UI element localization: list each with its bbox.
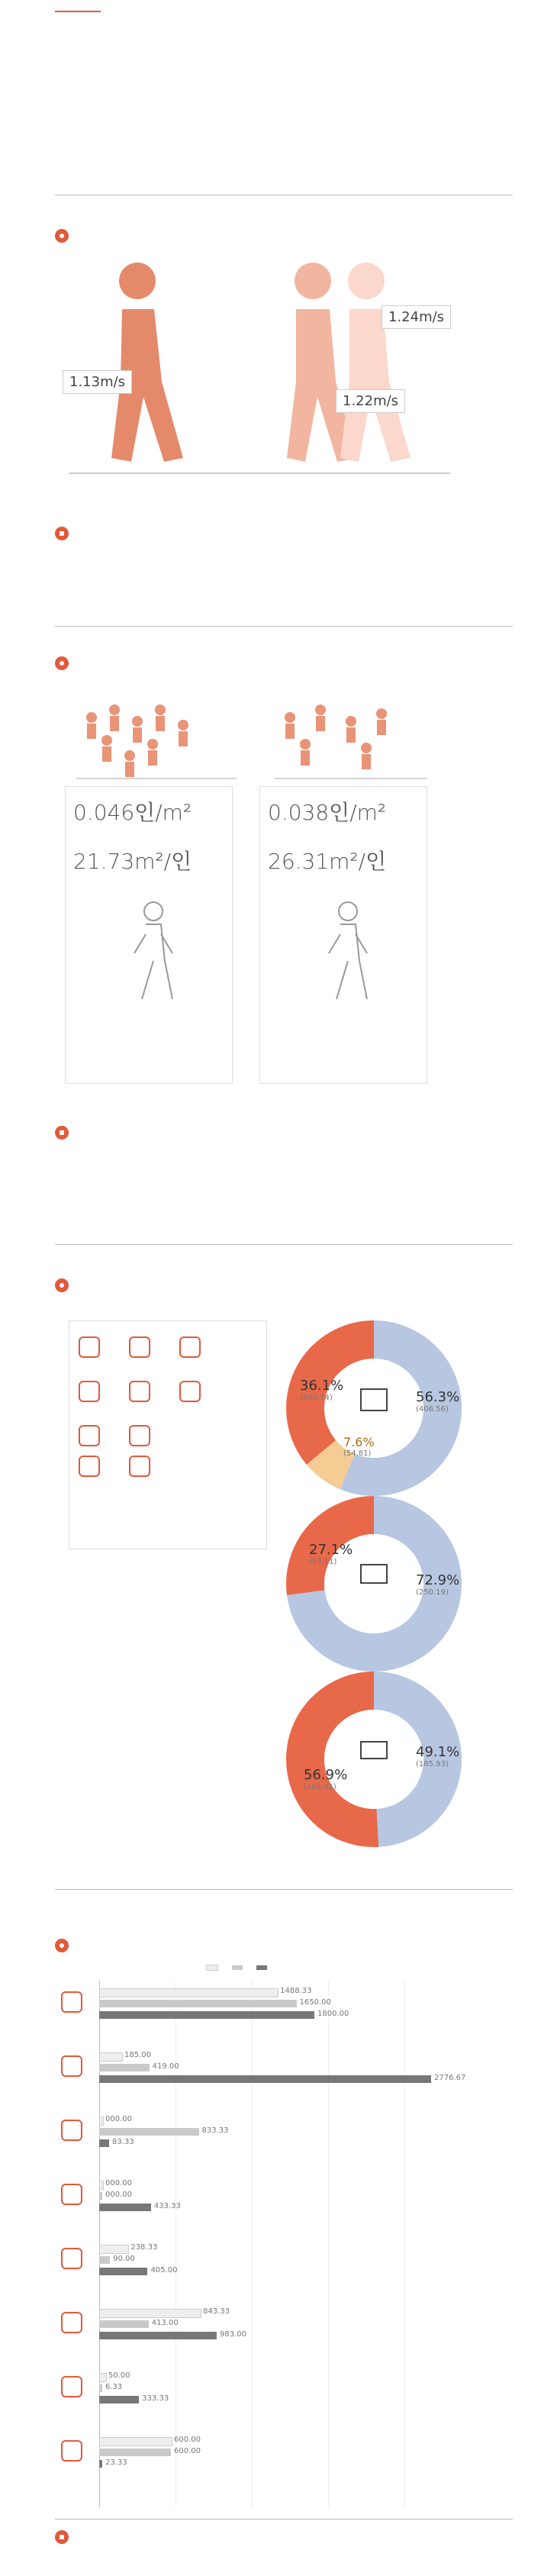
density-card-midsmall: 0.038인/m² 26.31m²/인 [259, 786, 427, 1084]
duration-bar [99, 2268, 147, 2275]
question-duration [55, 1939, 76, 1952]
answer-density [55, 1126, 76, 1140]
grid-line [328, 1981, 329, 2507]
density-card-large: 0.046인/m² 21.73m²/인 [65, 786, 233, 1084]
duration-bar [99, 2204, 151, 2211]
walker-large-icon [111, 263, 183, 462]
duration-bar [99, 2256, 110, 2264]
duration-value: 000.00 [105, 2191, 132, 2199]
duration-value: 000.00 [105, 2179, 132, 2188]
answer-icon [55, 1126, 69, 1140]
music-icon [79, 1381, 100, 1402]
category-icon [61, 1991, 82, 2013]
crowd-illustration [61, 695, 458, 786]
duration-value: 983.00 [220, 2330, 246, 2339]
donut-large-b: 56.3% (406.56) [416, 1389, 460, 1414]
divider [55, 1889, 513, 1890]
duration-value: 843.33 [203, 2307, 230, 2316]
grid-line [175, 1981, 176, 2507]
walker-outline-icon [260, 877, 428, 1030]
duration-value: 6.33 [105, 2383, 123, 2391]
coffee-icon [129, 1381, 150, 1402]
duration-bar [99, 2000, 297, 2007]
category-icon [61, 2184, 82, 2205]
answer-icon [55, 527, 69, 540]
shopping-bag-icon [179, 1336, 201, 1358]
duration-value: 1650.00 [299, 1998, 331, 2007]
duration-bar [99, 1988, 278, 1997]
duration-bar [99, 2117, 104, 2126]
duration-value: 405.00 [150, 2266, 178, 2275]
duration-bar [99, 2075, 431, 2083]
question-icon [55, 229, 69, 243]
duration-value: 83.33 [112, 2138, 134, 2146]
duration-bar [99, 2011, 314, 2019]
donut-mid-b: 72.9% (250.19) [416, 1572, 460, 1597]
question-icon [55, 1939, 69, 1952]
answer-icon [55, 2530, 69, 2544]
duration-bar [99, 2449, 171, 2456]
duration-bar [99, 2309, 201, 2318]
duration-value: 600.00 [174, 2447, 201, 2455]
legend-item [206, 1964, 218, 1972]
duration-legend [206, 1964, 267, 1972]
grid-line [252, 1981, 253, 2507]
answer-speed [55, 527, 76, 540]
speed-small-card: 1.24m/s [382, 305, 451, 329]
legend-item [232, 1964, 243, 1972]
duration-value: 2776.67 [434, 2074, 466, 2082]
speed-large-card: 1.13m/s [63, 370, 132, 394]
duration-value: 185.00 [124, 2051, 151, 2059]
duration-bar [99, 2064, 150, 2071]
walker-outline-icon [66, 877, 233, 1030]
duration-value: 433.33 [153, 2202, 181, 2210]
speed-mid-card: 1.22m/s [336, 389, 405, 413]
duration-bar [99, 2052, 123, 2062]
donut-mid-a: 27.1% (93.11) [309, 1542, 353, 1566]
category-icon [61, 2376, 82, 2397]
question-icon [55, 1278, 69, 1292]
shoe-icon [79, 1336, 100, 1358]
duration-bar [99, 2320, 149, 2328]
people-icon [79, 1425, 100, 1446]
section-tag [55, 11, 101, 12]
duration-bar [99, 2128, 199, 2136]
duration-value: 833.33 [201, 2126, 229, 2135]
sports-icon [179, 1381, 201, 1402]
category-icon [61, 2248, 82, 2269]
answer-duration [55, 2530, 76, 2544]
duration-bar [99, 2384, 102, 2392]
duration-value: 90.00 [113, 2255, 135, 2263]
grid-line [404, 1981, 405, 2507]
duration-bar [99, 2181, 104, 2190]
duration-bar [99, 2245, 129, 2254]
duration-value: 50.00 [108, 2371, 130, 2380]
category-icon [61, 2440, 82, 2462]
baton-icon [79, 1456, 100, 1477]
duration-value: 1800.00 [317, 2010, 349, 2018]
donut-small-a: 56.9% (192.41) [304, 1767, 348, 1791]
duration-bar [99, 2396, 139, 2404]
duration-value: 419.00 [152, 2062, 179, 2071]
purpose-category-panel [69, 1320, 267, 1549]
duration-value: 600.00 [174, 2436, 201, 2444]
category-icon [61, 2120, 82, 2141]
divider [55, 1244, 513, 1245]
walker-small-icon [340, 263, 411, 462]
chat-icon [129, 1425, 150, 1446]
duration-value: 333.33 [142, 2394, 169, 2403]
duration-value: 238.33 [130, 2243, 158, 2252]
donut-large-c: 7.6% (54.81) [343, 1435, 375, 1458]
duration-bar [99, 2139, 109, 2147]
question-speed [55, 229, 76, 243]
divider [55, 2519, 513, 2520]
question-icon [55, 656, 69, 670]
duration-bar [99, 2437, 172, 2446]
duration-value: 23.33 [105, 2458, 127, 2467]
duration-bar [99, 2332, 217, 2339]
category-icon [61, 2055, 82, 2077]
divider [55, 626, 513, 627]
duration-bar [99, 2192, 102, 2200]
donut-small-b: 49.1% (185.93) [416, 1744, 460, 1768]
duration-value: 000.00 [105, 2115, 132, 2123]
duration-value: 413.00 [151, 2319, 179, 2327]
question-density [55, 656, 76, 670]
duration-bar [99, 2460, 102, 2468]
question-purpose [55, 1278, 76, 1292]
duration-value: 1488.33 [280, 1987, 312, 1995]
donut-large-a: 36.1% (260.74) [300, 1378, 344, 1402]
legend-item [256, 1964, 267, 1972]
category-icon [61, 2312, 82, 2333]
event-icon [129, 1456, 150, 1477]
duration-bar [99, 2373, 107, 2382]
clock-icon [129, 1336, 150, 1358]
